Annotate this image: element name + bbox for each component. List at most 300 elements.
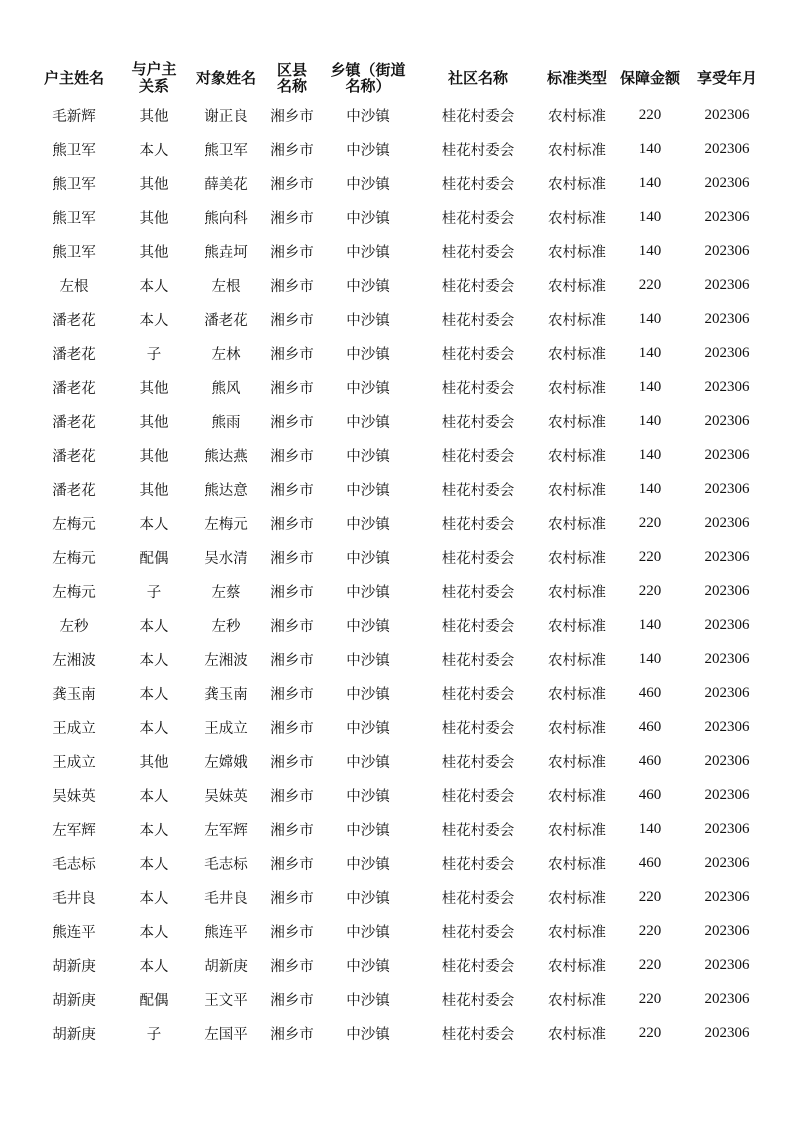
cell-community: 桂花村委会 (441, 142, 515, 159)
table-row (28, 574, 768, 608)
cell-month: 202306 (704, 480, 750, 497)
cell-recipient-name: 胡新庚 (204, 958, 248, 975)
table-row (28, 200, 768, 234)
cell-standard-type: 农村标准 (548, 720, 606, 737)
cell-district: 湘乡市 (270, 516, 314, 533)
cell-relation: 本人 (139, 312, 169, 329)
cell-district: 湘乡市 (270, 176, 314, 193)
cell-district: 湘乡市 (270, 448, 314, 465)
cell-standard-type: 农村标准 (548, 346, 606, 363)
table-row (28, 268, 768, 302)
table-row (28, 676, 768, 710)
cell-standard-type: 农村标准 (548, 244, 606, 261)
cell-householder-name: 左梅元 (52, 516, 96, 533)
column-header-line: 名称 (276, 77, 307, 95)
cell-community: 桂花村委会 (441, 210, 515, 227)
table-row (28, 404, 768, 438)
cell-standard-type: 农村标准 (548, 482, 606, 499)
cell-standard-type: 农村标准 (548, 652, 606, 669)
cell-amount: 140 (638, 616, 662, 633)
cell-community: 桂花村委会 (441, 278, 515, 295)
cell-relation: 本人 (139, 278, 169, 295)
column-header-town (320, 58, 416, 98)
column-header-community (416, 58, 540, 98)
cell-town: 中沙镇 (346, 210, 390, 227)
cell-town: 中沙镇 (346, 414, 390, 431)
cell-relation: 配偶 (139, 550, 169, 567)
cell-community: 桂花村委会 (441, 652, 515, 669)
cell-community: 桂花村委会 (441, 856, 515, 873)
cell-amount: 140 (638, 208, 662, 225)
cell-month: 202306 (704, 718, 750, 735)
cell-month: 202306 (704, 990, 750, 1007)
cell-community: 桂花村委会 (441, 414, 515, 431)
table-row (28, 914, 768, 948)
cell-community: 桂花村委会 (441, 584, 515, 601)
cell-month: 202306 (704, 888, 750, 905)
cell-recipient-name: 熊达燕 (204, 448, 248, 465)
cell-amount: 220 (638, 956, 662, 973)
cell-district: 湘乡市 (270, 1026, 314, 1043)
table-body (28, 98, 768, 1050)
cell-householder-name: 吴妹英 (52, 788, 96, 805)
cell-amount: 460 (638, 684, 662, 701)
cell-recipient-name: 熊雨 (211, 414, 241, 431)
cell-town: 中沙镇 (346, 890, 390, 907)
column-header-line: 关系 (138, 77, 169, 95)
cell-relation: 本人 (139, 516, 169, 533)
cell-town: 中沙镇 (346, 924, 390, 941)
cell-householder-name: 潘老花 (52, 380, 96, 397)
cell-district: 湘乡市 (270, 108, 314, 125)
cell-recipient-name: 谢正良 (204, 108, 248, 125)
cell-recipient-name: 薛美花 (204, 176, 248, 193)
cell-month: 202306 (704, 378, 750, 395)
cell-relation: 本人 (139, 924, 169, 941)
cell-town: 中沙镇 (346, 958, 390, 975)
cell-relation: 其他 (139, 482, 169, 499)
cell-householder-name: 潘老花 (52, 448, 96, 465)
table-row (28, 982, 768, 1016)
cell-amount: 140 (638, 344, 662, 361)
cell-month: 202306 (704, 514, 750, 531)
cell-month: 202306 (704, 344, 750, 361)
cell-town: 中沙镇 (346, 278, 390, 295)
cell-householder-name: 王成立 (52, 754, 96, 771)
cell-standard-type: 农村标准 (548, 924, 606, 941)
cell-community: 桂花村委会 (441, 312, 515, 329)
column-header-line: 户主姓名 (43, 68, 104, 87)
cell-town: 中沙镇 (346, 618, 390, 635)
column-header-district (264, 58, 320, 98)
cell-householder-name: 毛井良 (52, 890, 96, 907)
cell-recipient-name: 熊达意 (204, 482, 248, 499)
cell-relation: 本人 (139, 686, 169, 703)
cell-amount: 460 (638, 786, 662, 803)
cell-month: 202306 (704, 174, 750, 191)
column-header-line: 对象姓名 (195, 68, 256, 87)
table-row (28, 880, 768, 914)
cell-community: 桂花村委会 (441, 448, 515, 465)
table-row (28, 846, 768, 880)
cell-relation: 其他 (139, 244, 169, 261)
cell-recipient-name: 毛井良 (204, 890, 248, 907)
cell-recipient-name: 左国平 (204, 1026, 248, 1043)
cell-district: 湘乡市 (270, 958, 314, 975)
cell-relation: 其他 (139, 210, 169, 227)
cell-amount: 220 (638, 276, 662, 293)
cell-standard-type: 农村标准 (548, 516, 606, 533)
cell-relation: 其他 (139, 108, 169, 125)
cell-relation: 本人 (139, 856, 169, 873)
cell-town: 中沙镇 (346, 516, 390, 533)
cell-householder-name: 胡新庚 (52, 1026, 96, 1043)
cell-district: 湘乡市 (270, 210, 314, 227)
table-row (28, 608, 768, 642)
cell-householder-name: 潘老花 (52, 312, 96, 329)
cell-month: 202306 (704, 786, 750, 803)
cell-community: 桂花村委会 (441, 244, 515, 261)
table-row (28, 370, 768, 404)
cell-town: 中沙镇 (346, 754, 390, 771)
cell-recipient-name: 王成立 (204, 720, 248, 737)
cell-standard-type: 农村标准 (548, 890, 606, 907)
cell-householder-name: 左湘波 (52, 652, 96, 669)
table-row (28, 778, 768, 812)
table-header (28, 58, 768, 98)
cell-relation: 本人 (139, 788, 169, 805)
cell-standard-type: 农村标准 (548, 618, 606, 635)
cell-householder-name: 熊卫军 (52, 176, 96, 193)
table-row (28, 812, 768, 846)
cell-relation: 本人 (139, 890, 169, 907)
cell-standard-type: 农村标准 (548, 380, 606, 397)
cell-standard-type: 农村标准 (548, 210, 606, 227)
table-row (28, 540, 768, 574)
column-header-relation (120, 58, 188, 98)
cell-community: 桂花村委会 (441, 550, 515, 567)
cell-town: 中沙镇 (346, 550, 390, 567)
cell-month: 202306 (704, 582, 750, 599)
cell-amount: 220 (638, 548, 662, 565)
cell-amount: 140 (638, 820, 662, 837)
column-header-line: 享受年月 (696, 68, 757, 87)
cell-relation: 本人 (139, 142, 169, 159)
cell-town: 中沙镇 (346, 482, 390, 499)
table-row (28, 438, 768, 472)
cell-community: 桂花村委会 (441, 176, 515, 193)
cell-town: 中沙镇 (346, 176, 390, 193)
cell-relation: 本人 (139, 618, 169, 635)
cell-amount: 140 (638, 650, 662, 667)
cell-recipient-name: 左嫦娥 (204, 754, 248, 771)
cell-amount: 220 (638, 990, 662, 1007)
cell-recipient-name: 龚玉南 (204, 686, 248, 703)
cell-recipient-name: 熊连平 (204, 924, 248, 941)
table-row (28, 472, 768, 506)
cell-standard-type: 农村标准 (548, 584, 606, 601)
column-header-recipient-name (188, 58, 264, 98)
cell-relation: 子 (146, 346, 162, 363)
cell-district: 湘乡市 (270, 822, 314, 839)
column-header-amount (614, 58, 686, 98)
cell-town: 中沙镇 (346, 822, 390, 839)
cell-district: 湘乡市 (270, 346, 314, 363)
cell-town: 中沙镇 (346, 312, 390, 329)
cell-district: 湘乡市 (270, 652, 314, 669)
cell-month: 202306 (704, 208, 750, 225)
cell-amount: 220 (638, 922, 662, 939)
cell-householder-name: 左梅元 (52, 550, 96, 567)
column-header-line: 保障金额 (619, 68, 680, 87)
cell-month: 202306 (704, 684, 750, 701)
cell-community: 桂花村委会 (441, 754, 515, 771)
cell-district: 湘乡市 (270, 482, 314, 499)
cell-relation: 本人 (139, 822, 169, 839)
table-row (28, 234, 768, 268)
cell-month: 202306 (704, 140, 750, 157)
cell-community: 桂花村委会 (441, 108, 515, 125)
cell-relation: 其他 (139, 380, 169, 397)
cell-amount: 220 (638, 888, 662, 905)
cell-community: 桂花村委会 (441, 1026, 515, 1043)
cell-standard-type: 农村标准 (548, 550, 606, 567)
cell-householder-name: 左军辉 (52, 822, 96, 839)
cell-householder-name: 熊卫军 (52, 142, 96, 159)
cell-recipient-name: 吴水清 (204, 550, 248, 567)
cell-householder-name: 潘老花 (52, 414, 96, 431)
cell-district: 湘乡市 (270, 244, 314, 261)
cell-district: 湘乡市 (270, 618, 314, 635)
cell-month: 202306 (704, 1024, 750, 1041)
column-header-month (686, 58, 768, 98)
cell-district: 湘乡市 (270, 142, 314, 159)
cell-recipient-name: 左根 (211, 278, 241, 295)
cell-community: 桂花村委会 (441, 822, 515, 839)
cell-householder-name: 左梅元 (52, 584, 96, 601)
cell-amount: 140 (638, 446, 662, 463)
column-header-line: 名称） (345, 77, 391, 95)
cell-amount: 460 (638, 718, 662, 735)
cell-district: 湘乡市 (270, 686, 314, 703)
cell-amount: 140 (638, 140, 662, 157)
cell-standard-type: 农村标准 (548, 142, 606, 159)
cell-amount: 140 (638, 412, 662, 429)
cell-recipient-name: 吴妹英 (204, 788, 248, 805)
table-row (28, 302, 768, 336)
cell-standard-type: 农村标准 (548, 414, 606, 431)
cell-district: 湘乡市 (270, 754, 314, 771)
cell-community: 桂花村委会 (441, 924, 515, 941)
cell-standard-type: 农村标准 (548, 108, 606, 125)
cell-district: 湘乡市 (270, 312, 314, 329)
cell-month: 202306 (704, 922, 750, 939)
cell-relation: 其他 (139, 414, 169, 431)
cell-amount: 140 (638, 174, 662, 191)
cell-town: 中沙镇 (346, 244, 390, 261)
cell-householder-name: 王成立 (52, 720, 96, 737)
cell-relation: 子 (146, 584, 162, 601)
cell-month: 202306 (704, 310, 750, 327)
cell-month: 202306 (704, 956, 750, 973)
cell-householder-name: 左根 (59, 278, 89, 295)
cell-month: 202306 (704, 446, 750, 463)
column-header-line: 乡镇（街道 (330, 61, 406, 79)
cell-relation: 其他 (139, 176, 169, 193)
cell-relation: 本人 (139, 720, 169, 737)
cell-town: 中沙镇 (346, 856, 390, 873)
cell-householder-name: 熊卫军 (52, 210, 96, 227)
cell-community: 桂花村委会 (441, 958, 515, 975)
cell-month: 202306 (704, 276, 750, 293)
cell-district: 湘乡市 (270, 788, 314, 805)
column-header-line: 与户主 (131, 60, 177, 78)
cell-householder-name: 胡新庚 (52, 958, 96, 975)
cell-householder-name: 毛新辉 (52, 108, 96, 125)
cell-town: 中沙镇 (346, 1026, 390, 1043)
cell-town: 中沙镇 (346, 686, 390, 703)
cell-standard-type: 农村标准 (548, 958, 606, 975)
cell-amount: 140 (638, 378, 662, 395)
cell-householder-name: 龚玉南 (52, 686, 96, 703)
cell-town: 中沙镇 (346, 142, 390, 159)
cell-district: 湘乡市 (270, 924, 314, 941)
cell-community: 桂花村委会 (441, 720, 515, 737)
header-row (28, 58, 768, 98)
cell-recipient-name: 左秒 (211, 618, 241, 635)
cell-recipient-name: 左军辉 (204, 822, 248, 839)
cell-month: 202306 (704, 106, 750, 123)
cell-relation: 本人 (139, 958, 169, 975)
cell-amount: 460 (638, 854, 662, 871)
table-row (28, 166, 768, 200)
cell-town: 中沙镇 (346, 380, 390, 397)
cell-community: 桂花村委会 (441, 380, 515, 397)
cell-town: 中沙镇 (346, 720, 390, 737)
cell-month: 202306 (704, 548, 750, 565)
cell-recipient-name: 左林 (211, 346, 241, 363)
cell-recipient-name: 左蔡 (211, 584, 241, 601)
column-header-line: 区县 (276, 61, 307, 79)
cell-householder-name: 毛志标 (52, 856, 96, 873)
subsidy-table (28, 58, 768, 1050)
cell-recipient-name: 熊卫军 (204, 142, 248, 159)
cell-town: 中沙镇 (346, 788, 390, 805)
table-row (28, 98, 768, 132)
cell-community: 桂花村委会 (441, 516, 515, 533)
cell-householder-name: 潘老花 (52, 482, 96, 499)
table-row (28, 336, 768, 370)
cell-standard-type: 农村标准 (548, 1026, 606, 1043)
cell-amount: 220 (638, 1024, 662, 1041)
cell-community: 桂花村委会 (441, 992, 515, 1009)
cell-amount: 460 (638, 752, 662, 769)
table-row (28, 1016, 768, 1050)
cell-householder-name: 熊卫军 (52, 244, 96, 261)
cell-district: 湘乡市 (270, 890, 314, 907)
cell-district: 湘乡市 (270, 720, 314, 737)
cell-district: 湘乡市 (270, 992, 314, 1009)
cell-recipient-name: 熊风 (211, 380, 241, 397)
cell-month: 202306 (704, 650, 750, 667)
cell-standard-type: 农村标准 (548, 822, 606, 839)
cell-standard-type: 农村标准 (548, 856, 606, 873)
table-row (28, 948, 768, 982)
cell-town: 中沙镇 (346, 652, 390, 669)
cell-standard-type: 农村标准 (548, 992, 606, 1009)
table-row (28, 710, 768, 744)
cell-standard-type: 农村标准 (548, 686, 606, 703)
column-header-line: 标准类型 (546, 68, 607, 87)
document-page (28, 58, 768, 1050)
table-row (28, 132, 768, 166)
cell-community: 桂花村委会 (441, 788, 515, 805)
cell-district: 湘乡市 (270, 414, 314, 431)
cell-month: 202306 (704, 412, 750, 429)
cell-district: 湘乡市 (270, 550, 314, 567)
cell-relation: 其他 (139, 448, 169, 465)
column-header-line: 社区名称 (447, 68, 508, 87)
cell-standard-type: 农村标准 (548, 312, 606, 329)
cell-householder-name: 潘老花 (52, 346, 96, 363)
cell-standard-type: 农村标准 (548, 788, 606, 805)
cell-community: 桂花村委会 (441, 618, 515, 635)
cell-standard-type: 农村标准 (548, 278, 606, 295)
cell-town: 中沙镇 (346, 448, 390, 465)
cell-district: 湘乡市 (270, 278, 314, 295)
cell-amount: 220 (638, 514, 662, 531)
table-row (28, 506, 768, 540)
cell-month: 202306 (704, 242, 750, 259)
cell-amount: 140 (638, 310, 662, 327)
cell-relation: 子 (146, 1026, 162, 1043)
cell-relation: 本人 (139, 652, 169, 669)
cell-recipient-name: 左湘波 (204, 652, 248, 669)
cell-standard-type: 农村标准 (548, 754, 606, 771)
cell-month: 202306 (704, 752, 750, 769)
column-header-standard-type (540, 58, 614, 98)
cell-town: 中沙镇 (346, 584, 390, 601)
cell-town: 中沙镇 (346, 346, 390, 363)
cell-district: 湘乡市 (270, 856, 314, 873)
cell-community: 桂花村委会 (441, 890, 515, 907)
cell-relation: 其他 (139, 754, 169, 771)
cell-householder-name: 胡新庚 (52, 992, 96, 1009)
cell-standard-type: 农村标准 (548, 448, 606, 465)
cell-householder-name: 左秒 (59, 618, 89, 635)
cell-amount: 140 (638, 242, 662, 259)
cell-householder-name: 熊连平 (52, 924, 96, 941)
cell-recipient-name: 王文平 (204, 992, 248, 1009)
cell-recipient-name: 潘老花 (204, 312, 248, 329)
cell-amount: 220 (638, 106, 662, 123)
cell-community: 桂花村委会 (441, 482, 515, 499)
cell-recipient-name: 熊向科 (204, 210, 248, 227)
cell-town: 中沙镇 (346, 108, 390, 125)
cell-recipient-name: 熊垚坷 (204, 244, 248, 261)
column-header-householder-name (28, 58, 120, 98)
cell-relation: 配偶 (139, 992, 169, 1009)
cell-town: 中沙镇 (346, 992, 390, 1009)
cell-recipient-name: 毛志标 (204, 856, 248, 873)
cell-month: 202306 (704, 854, 750, 871)
cell-district: 湘乡市 (270, 380, 314, 397)
cell-month: 202306 (704, 616, 750, 633)
cell-month: 202306 (704, 820, 750, 837)
cell-community: 桂花村委会 (441, 346, 515, 363)
cell-district: 湘乡市 (270, 584, 314, 601)
cell-amount: 140 (638, 480, 662, 497)
